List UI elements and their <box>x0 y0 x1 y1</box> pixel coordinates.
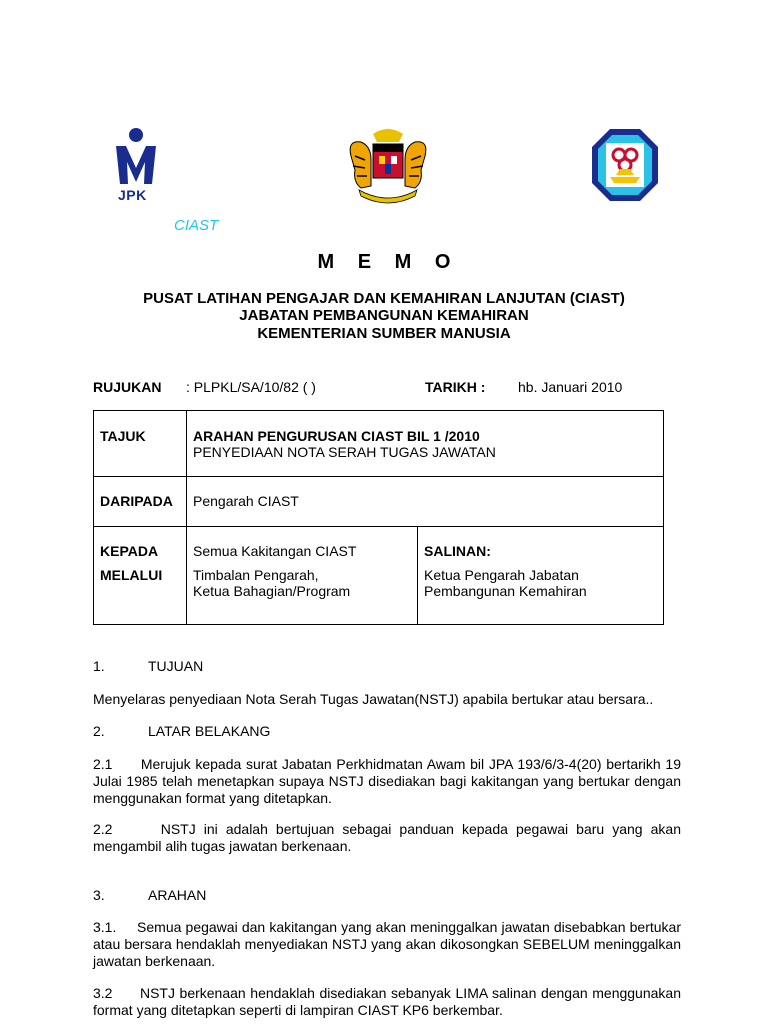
section-3-number: 3. <box>93 887 105 903</box>
paragraph-2-1: 2.1 Merujuk kepada surat Jabatan Perkhidmatan Awam bil JPA 193/6/3-4(20) bertarikh 19 Julai 1985 telah menetapkan supaya NSTJ disediakan bagi kakitangan yang bertukar dengan menggunakan format yang ditetapkan. <box>93 756 685 806</box>
salinan-line-2: Pembangunan Kemahiran <box>424 583 587 599</box>
tajuk-line-2: PENYEDIAAN NOTA SERAH TUGAS JAWATAN <box>193 444 496 460</box>
section-2-title: LATAR BELAKANG <box>148 723 271 739</box>
kepada-value: Semua Kakitangan CIAST <box>193 543 357 559</box>
paragraph-3-1: 3.1. Semua pegawai dan kakitangan yang akan meninggalkan jawatan disebabkan bertukar atau bersara hendaklah menyediakan NSTJ yang akan dikosongkan SEBELUM meninggalkan jawatan berkenaan. <box>93 919 685 969</box>
kepada-melalui-values <box>187 527 418 625</box>
table-row <box>94 411 664 477</box>
paragraph-2-2: 2.2 NSTJ ini adalah bertujuan sebagai panduan kepada pegawai baru yang akan mengambil alih tugas jawatan berkenaan. <box>93 821 685 854</box>
tarikh-label: TARIKH : <box>425 379 486 395</box>
jpk-logo-text: JPK <box>118 187 147 203</box>
malaysia-coat-of-arms-logo <box>343 126 433 204</box>
daripada-label: DARIPADA <box>94 477 187 527</box>
paragraph-3-2: 3.2 NSTJ berkenaan hendaklah disediakan sebanyak LIMA salinan dengan menggunakan format yang ditetapkan seperti di lampiran CIAST KP6 berkembar. <box>93 985 685 1018</box>
tajuk-cell <box>187 411 664 477</box>
section-1-heading <box>93 658 204 674</box>
section-2-heading <box>93 723 271 739</box>
org-line-2: JABATAN PEMBANGUNAN KEMAHIRAN <box>239 307 529 324</box>
melalui-line-2: Ketua Bahagian/Program <box>193 583 351 599</box>
rujukan-value: : PLPKL/SA/10/82 ( ) <box>186 379 316 395</box>
section-1-text: Menyelaras penyediaan Nota Serah Tugas Jawatan(NSTJ) apabila bertukar atau bersara.. <box>93 691 654 707</box>
tajuk-line-1: ARAHAN PENGURUSAN CIAST BIL 1 /2010 <box>193 428 480 444</box>
salinan-line-1: Ketua Pengarah Jabatan <box>424 567 579 583</box>
section-3-title: ARAHAN <box>148 887 207 903</box>
daripada-value: Pengarah CIAST <box>187 477 664 527</box>
tajuk-label: TAJUK <box>94 411 187 477</box>
melalui-label: MELALUI <box>100 567 163 583</box>
tarikh-value: hb. Januari 2010 <box>518 379 623 395</box>
org-line-3: KEMENTERIAN SUMBER MANUSIA <box>257 325 511 342</box>
org-line-1: PUSAT LATIHAN PENGAJAR DAN KEMAHIRAN LANJUTAN (CIAST) <box>143 290 625 307</box>
ciast-label: CIAST <box>174 217 219 234</box>
kepada-melalui-labels <box>94 527 187 625</box>
salinan-label: SALINAN: <box>424 543 491 559</box>
kepada-label: KEPADA <box>100 543 159 559</box>
memo-details-table <box>93 410 664 625</box>
rujukan-label: RUJUKAN <box>93 379 162 395</box>
section-1-title: TUJUAN <box>148 658 204 674</box>
table-row <box>94 477 664 527</box>
ciast-logo <box>590 125 660 205</box>
section-3-heading <box>93 887 207 903</box>
section-2-number: 2. <box>93 723 105 739</box>
melalui-line-1: Timbalan Pengarah, <box>193 567 319 583</box>
salinan-cell <box>418 527 664 625</box>
table-row <box>94 527 664 625</box>
section-1-number: 1. <box>93 658 105 674</box>
memo-title: M E M O <box>317 251 460 273</box>
